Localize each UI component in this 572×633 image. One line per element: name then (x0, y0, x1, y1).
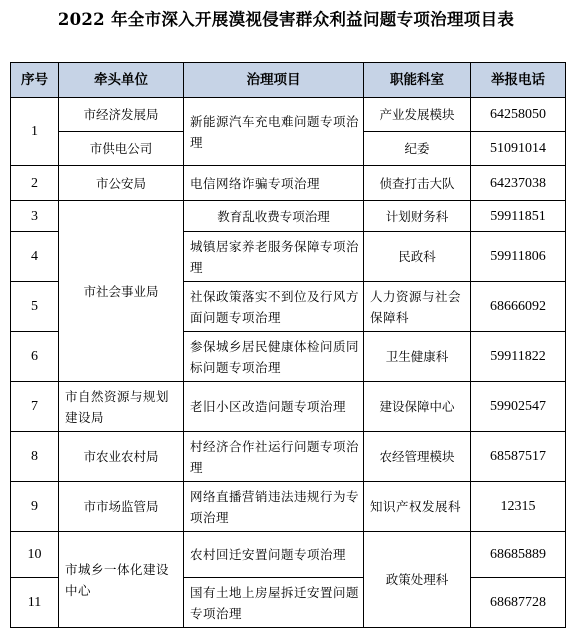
row-item: 网络直播营销违法违规行为专项治理 (184, 482, 364, 532)
header-dept: 职能科室 (364, 63, 471, 98)
header-phone: 举报电话 (471, 63, 566, 98)
row-phone: 59911822 (471, 332, 566, 382)
row-lead-unit: 市供电公司 (59, 132, 184, 166)
table-row (11, 201, 566, 232)
table-row (11, 482, 566, 532)
row-item: 城镇居家养老服务保障专项治理 (184, 232, 364, 282)
project-table (10, 62, 566, 628)
row-dept: 纪委 (364, 132, 471, 166)
row-dept: 产业发展模块 (364, 98, 471, 132)
row-dept: 建设保障中心 (364, 382, 471, 432)
row-item: 教育乱收费专项治理 (184, 201, 364, 232)
row-lead-unit: 市社会事业局 (59, 201, 184, 382)
table-row (11, 432, 566, 482)
row-dept: 民政科 (364, 232, 471, 282)
row-item: 新能源汽车充电难问题专项治理 (184, 98, 364, 166)
header-item: 治理项目 (184, 63, 364, 98)
row-dept: 农经管理模块 (364, 432, 471, 482)
row-item: 老旧小区改造问题专项治理 (184, 382, 364, 432)
row-seq: 6 (11, 332, 59, 382)
row-dept: 卫生健康科 (364, 332, 471, 382)
row-seq: 2 (11, 166, 59, 201)
row-lead-unit: 市经济发展局 (59, 98, 184, 132)
row-phone: 51091014 (471, 132, 566, 166)
row-phone: 59911806 (471, 232, 566, 282)
table-row (11, 166, 566, 201)
row-lead-unit: 市农业农村局 (59, 432, 184, 482)
row-phone: 59902547 (471, 382, 566, 432)
row-seq: 8 (11, 432, 59, 482)
row-seq: 5 (11, 282, 59, 332)
table-row (11, 98, 566, 132)
header-lead-unit: 牵头单位 (59, 63, 184, 98)
table-header-row (11, 63, 566, 98)
row-phone: 68666092 (471, 282, 566, 332)
row-item: 社保政策落实不到位及行风方面问题专项治理 (184, 282, 364, 332)
row-dept: 计划财务科 (364, 201, 471, 232)
row-dept: 政策处理科 (364, 532, 471, 628)
row-seq: 3 (11, 201, 59, 232)
row-seq: 11 (11, 578, 59, 628)
row-seq: 4 (11, 232, 59, 282)
row-seq: 9 (11, 482, 59, 532)
row-item: 农村回迁安置问题专项治理 (184, 532, 364, 578)
row-phone: 68685889 (471, 532, 566, 578)
row-seq: 10 (11, 532, 59, 578)
row-item: 村经济合作社运行问题专项治理 (184, 432, 364, 482)
row-phone: 59911851 (471, 201, 566, 232)
row-lead-unit: 市公安局 (59, 166, 184, 201)
row-item: 电信网络诈骗专项治理 (184, 166, 364, 201)
row-phone: 64237038 (471, 166, 566, 201)
row-dept: 侦查打击大队 (364, 166, 471, 201)
row-lead-unit: 市自然资源与规划建设局 (59, 382, 184, 432)
row-dept: 人力资源与社会保障科 (364, 282, 471, 332)
row-lead-unit: 市城乡一体化建设中心 (59, 532, 184, 628)
row-item: 国有土地上房屋拆迁安置问题专项治理 (184, 578, 364, 628)
row-item: 参保城乡居民健康体检问质同标问题专项治理 (184, 332, 364, 382)
table-row (11, 532, 566, 578)
page-title: 2022 年全市深入开展漠视侵害群众利益问题专项治理项目表 (57, 10, 515, 29)
row-lead-unit: 市市场监管局 (59, 482, 184, 532)
row-phone: 68687728 (471, 578, 566, 628)
row-seq: 1 (11, 98, 59, 166)
row-phone: 68587517 (471, 432, 566, 482)
header-seq: 序号 (11, 63, 59, 98)
row-seq: 7 (11, 382, 59, 432)
row-phone: 64258050 (471, 98, 566, 132)
row-dept: 知识产权发展科 (364, 482, 471, 532)
row-phone: 12315 (471, 482, 566, 532)
table-row (11, 382, 566, 432)
